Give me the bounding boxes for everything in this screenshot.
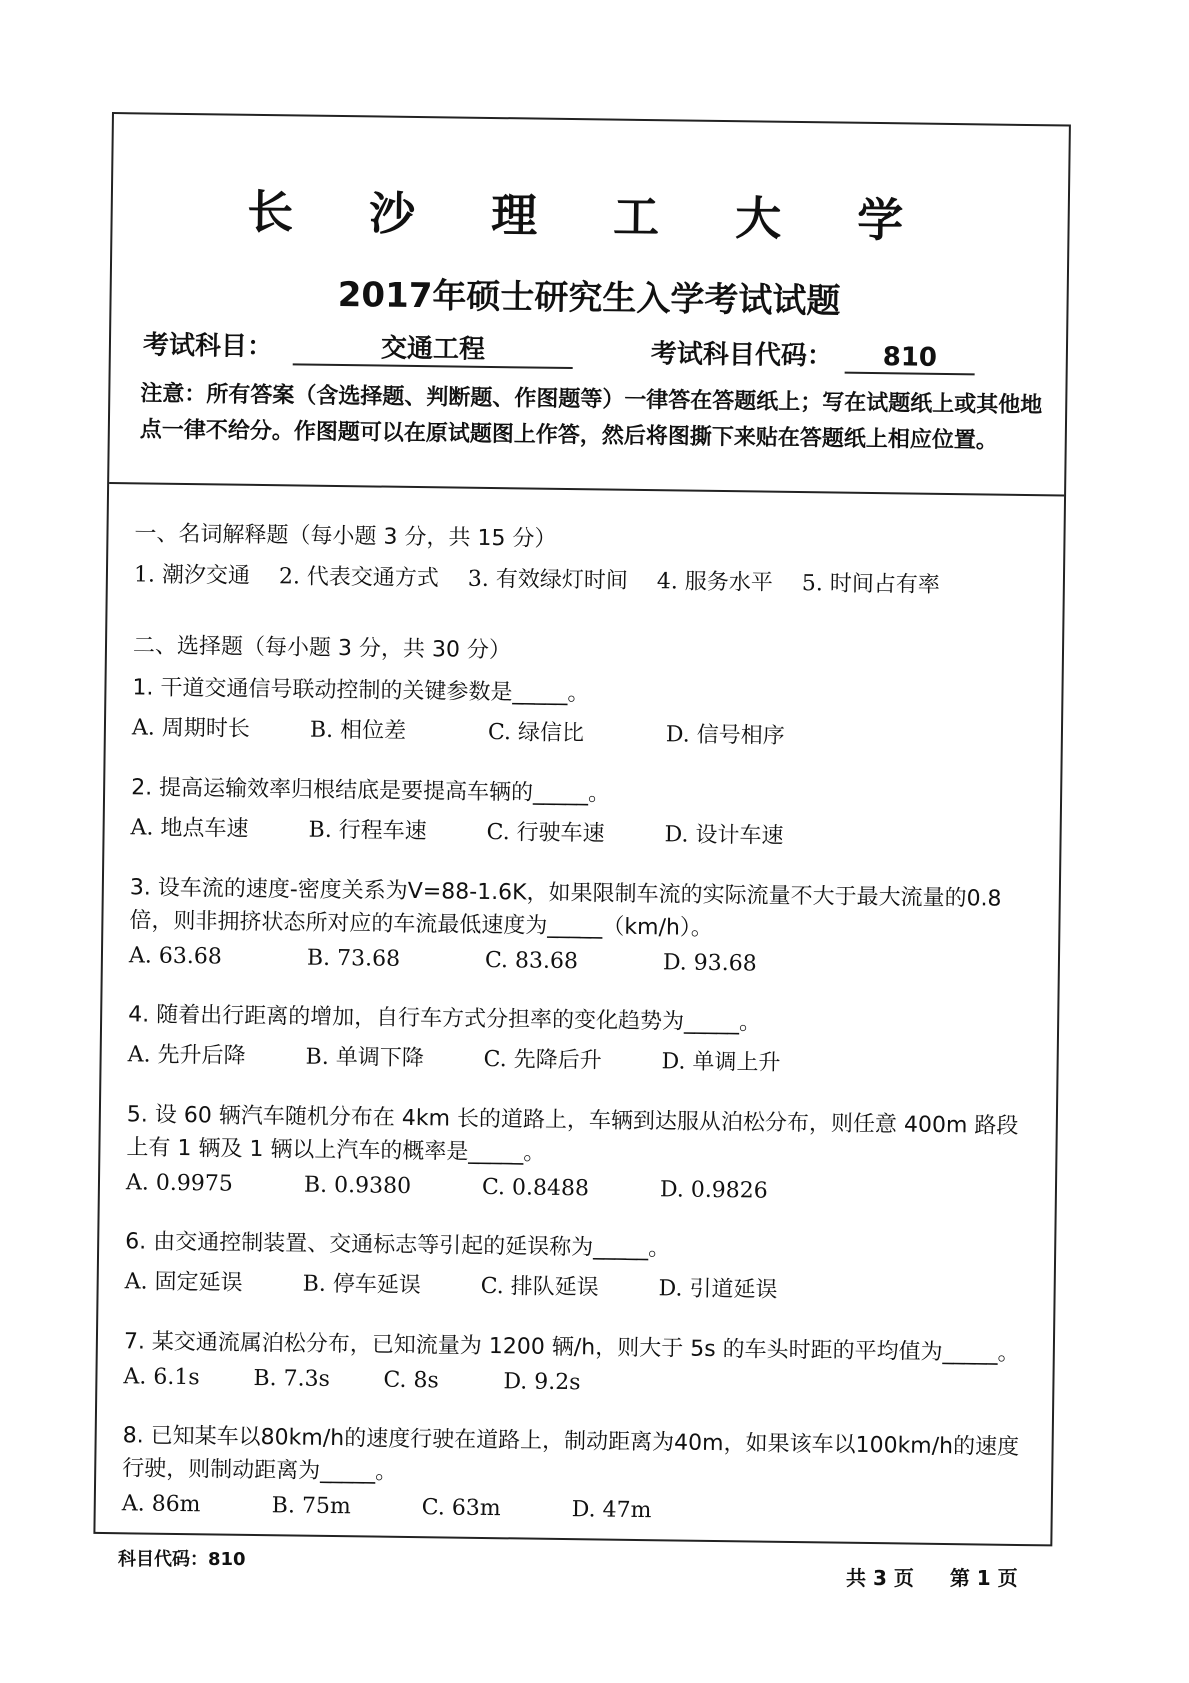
option: C. 先降后升 <box>483 1046 602 1074</box>
option: C. 行驶车速 <box>486 819 605 847</box>
options <box>129 943 1040 980</box>
option: D. 0.9826 <box>659 1177 768 1204</box>
option: B. 73.68 <box>306 945 401 972</box>
notice-text: 注意：所有答案（含选择题、判断题、作图题等）一律答在答题纸上；写在试题纸上或其他地点一律不给分。作图题可以在原试题图上作答，然后将图撕下来贴在答题纸上相应位置。 <box>139 381 1043 454</box>
term-item: 5. 时间占有率 <box>801 571 940 598</box>
option: D. 单调上升 <box>661 1049 781 1076</box>
option: A. 63.68 <box>128 943 222 970</box>
exam-title: 2017年硕士研究生入学考试试题 <box>337 274 841 322</box>
option: A. 0.9975 <box>125 1170 233 1197</box>
option: A. 先升后降 <box>127 1042 246 1069</box>
term-item: 3. 有效绿灯时间 <box>467 566 629 594</box>
footer-page-number: 第 1 页 <box>949 1566 1018 1590</box>
question-stem: 4. 随着出行距离的增加，自行车方式分担率的变化趋势为_____。 <box>128 1002 762 1036</box>
question-stem: 5. 设 60 辆汽车随机分布在 4km 长的道路上，车辆到达服从泊松分布，则任意 400m 路段上有 1 辆及 1 辆以上汽车的概率是_____。 <box>126 1102 1019 1166</box>
option: B. 行程车速 <box>308 817 427 845</box>
options <box>126 1170 1037 1207</box>
option: D. 信号相序 <box>665 722 785 749</box>
option: D. 引道延误 <box>658 1276 778 1303</box>
subject-code-label: 考试科目代码： <box>650 339 834 372</box>
divider <box>109 482 1064 497</box>
option: D. 47m <box>571 1497 652 1524</box>
subject-label: 考试科目： <box>142 330 274 363</box>
options <box>127 1037 1038 1080</box>
question <box>125 1225 1037 1307</box>
option: D. 9.2s <box>503 1369 581 1396</box>
options <box>130 810 1041 853</box>
option: A. 地点车速 <box>130 815 249 842</box>
option: B. 停车延误 <box>302 1271 421 1299</box>
question <box>129 871 1041 980</box>
question <box>130 771 1042 853</box>
school-name: 长 沙 理 工 大 学 <box>246 184 934 248</box>
footer-pagination <box>846 1562 1018 1591</box>
option: A. 固定延误 <box>124 1269 243 1296</box>
option: B. 单调下降 <box>305 1044 424 1072</box>
option: D. 93.68 <box>662 950 757 977</box>
section-title: 二、选择题（每小题 3 分，共 30 分） <box>132 633 512 664</box>
option: B. 0.9380 <box>303 1172 412 1200</box>
question-stem: 6. 由交通控制装置、交通标志等引起的延误称为_____。 <box>125 1229 671 1262</box>
option: B. 相位差 <box>309 717 407 744</box>
option: C. 排队延误 <box>480 1273 599 1301</box>
subject-code-value: 810 <box>845 342 975 376</box>
footer-subject-code: 科目代码：810 <box>118 1549 246 1570</box>
exam-frame <box>93 112 1071 1546</box>
options <box>125 1264 1036 1307</box>
option: A. 86m <box>121 1491 201 1518</box>
option: B. 75m <box>271 1493 351 1520</box>
question <box>132 671 1044 753</box>
option: D. 设计车速 <box>664 822 784 849</box>
option: A. 6.1s <box>123 1364 200 1391</box>
question-stem: 1. 干道交通信号联动控制的关键参数是_____。 <box>132 675 590 707</box>
term-item: 4. 服务水平 <box>656 569 773 596</box>
option: B. 7.3s <box>253 1365 331 1392</box>
section-title: 一、名词解释题（每小题 3 分，共 15 分） <box>134 521 557 552</box>
subject-value: 交通工程 <box>293 326 573 369</box>
subject-row <box>143 324 573 369</box>
option: A. 周期时长 <box>131 715 250 742</box>
option: C. 63m <box>421 1495 501 1522</box>
options <box>123 1364 1034 1401</box>
options <box>122 1491 1033 1528</box>
question-stem: 7. 某交通流属泊松分布，已知流量为 1200 辆/h，则大于 5s 的车头时距的平均值为_____。 <box>123 1329 1020 1366</box>
question-stem: 8. 已知某车以80km/h的速度行驶在道路上，制动距离为40m，如果该车以100km/h的速度行驶，则制动距离为_____。 <box>122 1423 1020 1485</box>
question <box>122 1419 1034 1528</box>
question <box>123 1325 1035 1401</box>
option: C. 绿信比 <box>487 719 585 747</box>
question-stem: 3. 设车流的速度-密度关系为V=88-1.6K，如果限制车流的实际流量不大于最大流量的0.8倍，则非拥挤状态所对应的车流最低速度为_____（km/h）。 <box>129 875 1002 941</box>
exam-content <box>122 516 1046 1528</box>
option: C. 83.68 <box>484 947 579 975</box>
options <box>132 710 1043 753</box>
term-item: 1. 潮汐交通 <box>133 562 251 589</box>
question <box>127 998 1039 1080</box>
footer-total-pages: 共 3 页 <box>846 1566 914 1590</box>
option: C. 0.8488 <box>481 1174 590 1202</box>
option: C. 8s <box>383 1367 439 1394</box>
question-stem: 2. 提高运输效率归根结底是要提高车辆的_____。 <box>130 775 611 807</box>
question <box>126 1098 1038 1207</box>
term-list <box>134 557 1045 600</box>
subject-code-row <box>651 333 975 375</box>
term-item: 2. 代表交通方式 <box>278 564 440 592</box>
